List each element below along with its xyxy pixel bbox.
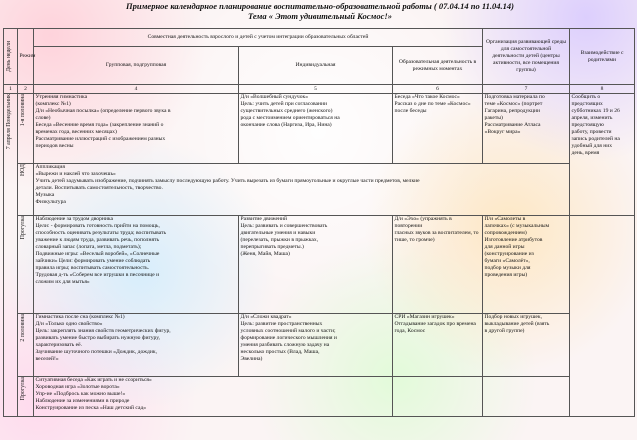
row-nod — [4, 163, 635, 215]
text-line: Д/и «Эхо» (упражнять в повторении — [394, 216, 452, 230]
text-line: день, время — [571, 149, 600, 156]
cell-nod — [34, 163, 570, 215]
title-line-theme: Тема « Этот удивительный Космос!» — [248, 10, 392, 21]
text-line: Наблюдение за трудом дворника — [35, 216, 114, 223]
cell-group — [34, 215, 239, 313]
regime-walk-evening — [18, 376, 34, 416]
col-number: 7 — [483, 85, 570, 94]
text-line: умения разбивать сложную задачу на — [240, 342, 330, 349]
text-line: Цель: развивать и совершенствовать — [240, 223, 328, 230]
header-day — [4, 29, 18, 85]
text-line: словарный запас (лопата, метла, подметать); — [35, 244, 142, 251]
text-line: Сообщить о — [571, 94, 601, 101]
text-line: существительных среднего (женского) — [240, 108, 333, 115]
text-line: работу, провести — [571, 128, 612, 135]
text-line: Гагарина, репродукции — [484, 108, 540, 115]
cell-individual — [239, 215, 393, 313]
text-line: для данной игры — [484, 244, 525, 251]
text-line: субботниках 19 и 26 — [571, 108, 620, 115]
text-line: Трудовая д-ть «Соберем все игрушки в песочнице и — [35, 271, 160, 278]
text-line: (комплекс №1) — [35, 101, 71, 108]
regime-label: Прогулка — [19, 377, 26, 401]
plan-table — [3, 28, 635, 417]
text-line: правила игры; воспитывать самостоятельность. — [35, 264, 150, 271]
text-line: «Вырежи и наклей что захочешь» — [35, 171, 116, 178]
text-line: Цель: учить детей при согласовании — [240, 101, 328, 108]
cell-individual — [239, 313, 393, 376]
cell-environment-empty — [483, 376, 570, 416]
text-line: зайчики» Цели: формировать умение соблюдать — [35, 257, 151, 264]
header-individual: Индивидуальная — [239, 47, 393, 85]
column-number-row — [4, 85, 635, 94]
text-line: Отгадывание загадок про времена — [394, 321, 476, 328]
text-line: способность оценивать результаты труда; воспитывать — [35, 230, 167, 237]
text-line: П/и «Самолеты в — [484, 216, 526, 223]
text-line: Хороводная игра «Золотые ворота» — [35, 384, 120, 391]
text-line: подбор музыки для — [484, 264, 531, 271]
text-line: Заучивание шуточного потешки «Дождик, дождик, — [35, 348, 157, 355]
row-walk-2 — [4, 376, 635, 416]
header-joint: Совместная деятельность взрослого и детей с учетом интеграции образовательных областей — [34, 29, 483, 47]
col-number: 5 — [239, 85, 393, 94]
text-line: сопровождением) — [484, 230, 527, 237]
text-line: Упр-ие «Подбрось как можно выше!» — [35, 391, 126, 398]
regime-second-half — [18, 313, 34, 376]
regime-nod — [18, 163, 34, 215]
text-line: перепрыгивать предметы.) — [240, 244, 304, 251]
text-line: после беседы — [394, 108, 427, 115]
cell-routine — [393, 313, 483, 376]
text-line: (конструирование из — [484, 250, 534, 257]
cell-environment — [483, 93, 570, 163]
row-first-half — [4, 93, 635, 163]
header-parents: Взаимодействие с родителями — [570, 29, 635, 85]
text-line: уважение к людям труда, развивать речь, пополнять — [35, 237, 160, 244]
text-line: лапочках» (с музыкальным — [484, 223, 550, 230]
regime-label: НОД — [19, 164, 26, 177]
day-cell — [4, 93, 18, 416]
text-line: Д/и «Только одно свойство» — [35, 321, 103, 328]
cell-environment — [483, 313, 570, 376]
text-line: Цель: развитие пространственных — [240, 321, 323, 328]
regime-first-half — [18, 93, 34, 163]
col-number: 8 — [570, 85, 635, 94]
cell-group — [34, 93, 239, 163]
text-line: Гимнастика после сна (комплекс №1) — [35, 314, 125, 321]
text-line: Д/и «Волшебный сундучок» — [240, 94, 309, 101]
header-day-text: День недели — [5, 41, 12, 72]
text-line: теме «Космос» (портрет — [484, 101, 543, 108]
text-line: двигательные умения и навыки — [240, 230, 316, 237]
text-line: несколько простых (Влад, Маша, — [240, 348, 320, 355]
cell-individual — [239, 93, 393, 163]
text-line: Подвижные игры: «Веселый воробей», «Солнечные — [35, 250, 160, 257]
page-title — [110, 2, 530, 21]
cell-group — [34, 313, 239, 376]
text-line: (Женя, Майя, Маша) — [240, 250, 290, 257]
text-line: бумаги «Самолёт», — [484, 257, 530, 264]
regime-label: 1-я половина — [19, 94, 26, 127]
text-line: рода с местоимением ориентироваться на — [240, 115, 340, 122]
text-line: Учить детей задумывать изображение, подчинять замыслу последующую работу. Учить вырезать из бумаги прямоугольные и округлые части предметов, мелкие — [35, 178, 420, 185]
text-line: «Вокруг мира» — [484, 128, 521, 135]
text-line: Д/и «Необычная посылка» (определение первого звука в — [35, 108, 171, 115]
text-line: Изготовление атрибутов — [484, 237, 543, 244]
text-line: окончание слова (Наргиза, Ира, Нина) — [240, 122, 332, 129]
text-line: слове) — [35, 115, 51, 122]
cell-parents — [570, 93, 635, 215]
cell-walk-evening — [34, 376, 393, 416]
text-line: Физкультура — [35, 198, 66, 205]
text-line: года, Космос — [394, 328, 426, 335]
header-environment: Организация развивающей среды для самостоятельной деятельности детей (центры активности, все помещения группы) — [483, 29, 570, 85]
day-label: 7 апреля Понедельник — [5, 94, 12, 150]
text-line: Конструирование из песка «Наш детский сад» — [35, 405, 147, 412]
header-routine: Образовательная деятельность в режимных моментах — [393, 47, 483, 85]
col-number: 2 — [18, 85, 34, 94]
text-line: Беседа «Весенние время года» (закрепление знаний о — [35, 122, 164, 129]
text-line: условных соотношений малого и части; — [240, 328, 336, 335]
cell-routine-empty — [393, 376, 483, 416]
regime-label: Прогулка — [19, 216, 26, 240]
header-row — [4, 29, 635, 47]
text-line: Аппликация — [35, 164, 65, 171]
regime-walk — [18, 215, 34, 313]
text-line: Подготовка материала по — [484, 94, 545, 101]
text-line: характеризовать её. — [35, 342, 82, 349]
text-line: (перелезать, прыжки в прыжках, — [240, 237, 319, 244]
text-line: Ситуативная беседа «Как играть и не ссориться» — [35, 377, 152, 384]
text-line: Рассказ о дне по теме «Космос» — [394, 101, 471, 108]
text-line: периодов весны — [35, 142, 74, 149]
text-line: Рассматривание Атласа — [484, 122, 541, 129]
text-line: предстоящих — [571, 101, 603, 108]
col-number: 6 — [393, 85, 483, 94]
text-line: временах года, весенних месяцах) — [35, 128, 117, 135]
text-line: Подбор новых игрушек, — [484, 314, 542, 321]
col-number: 1 — [4, 85, 18, 94]
cell-routine — [393, 215, 483, 313]
text-line: формирование логического мышления и — [240, 335, 337, 342]
text-line: предстоящую — [571, 122, 604, 129]
text-line: Утренняя гимнастика — [35, 94, 88, 101]
text-line: запись родителей на — [571, 135, 620, 142]
text-line: Цели: - формировать готовность прийти на помощь, — [35, 223, 160, 230]
text-line: тише, то громче) — [394, 237, 435, 244]
text-line: апреля, изменить — [571, 115, 613, 122]
cell-parents-empty — [570, 215, 635, 416]
text-line: Д/и «Сложи квадрат» — [240, 314, 292, 321]
text-line: сложим их для мытья» — [35, 278, 90, 285]
header-group: Групповая, подгрупповая — [34, 47, 239, 85]
text-line: Цель: закреплять знания свойств геометрических фигур, — [35, 328, 171, 335]
text-line: Рассматривание иллюстраций с изображением разных — [35, 135, 166, 142]
regime-label: 2 половина — [19, 314, 26, 342]
header-regime: Режим — [18, 29, 34, 85]
text-line: Музыка — [35, 192, 55, 199]
text-line: СРИ «Магазин игрушек» — [394, 314, 455, 321]
row-walk-1 — [4, 215, 635, 313]
text-line: веселей!» — [35, 355, 59, 362]
col-number: 4 — [34, 85, 239, 94]
text-line: Наблюдение за изменениями в природе — [35, 398, 130, 405]
title-line-plan: Примерное календарное планирование воспитательно-образовательной работы ( 07.04.14 по 11.04.14) — [126, 1, 514, 11]
text-line: удобный для них — [571, 142, 612, 149]
text-line: Эвелина) — [240, 355, 263, 362]
row-second-half — [4, 313, 635, 376]
cell-routine — [393, 93, 483, 163]
text-line: детали. Воспитывать самостоятельность, творчество. — [35, 185, 163, 192]
text-line: Беседа «Что такое Космос» — [394, 94, 460, 101]
text-line: выкладывание детей (взять — [484, 321, 550, 328]
cell-environment — [483, 215, 570, 313]
text-line: в другой группе) — [484, 328, 525, 335]
text-line: ракеты) — [484, 115, 503, 122]
text-line: Развитие движений — [240, 216, 287, 223]
text-line: гласных звуков за воспитателем, то — [394, 230, 479, 237]
text-line: проведения игры) — [484, 271, 528, 278]
text-line: развивать умение быстро выбирать нужную фигуру, — [35, 335, 160, 342]
